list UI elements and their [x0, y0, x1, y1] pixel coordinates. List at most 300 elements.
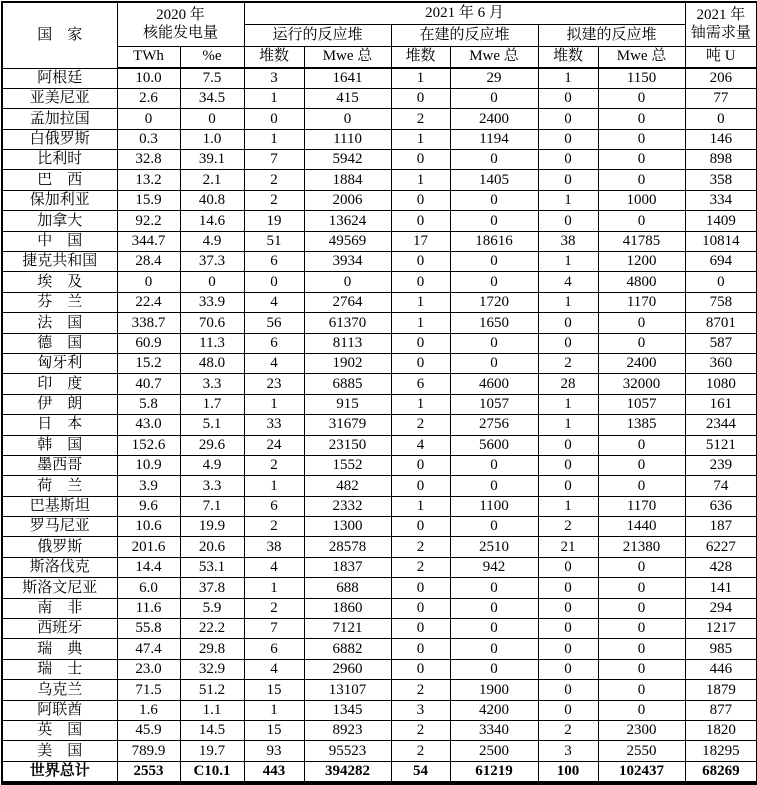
- value-cell: 21380: [598, 537, 685, 557]
- value-cell: 28: [538, 374, 598, 394]
- value-cell: 19: [244, 211, 304, 231]
- table-row: [2, 374, 757, 394]
- value-cell: 0: [538, 211, 598, 231]
- value-cell: 1000: [598, 190, 685, 210]
- table-body: [2, 68, 757, 783]
- value-cell: 2344: [685, 415, 757, 435]
- country-cell: 阿根廷: [2, 68, 117, 88]
- value-cell: 8923: [304, 721, 391, 741]
- country-cell: 白俄罗斯: [2, 129, 117, 149]
- table-row: [2, 231, 757, 251]
- value-cell: 1385: [598, 415, 685, 435]
- value-cell: 2756: [450, 415, 538, 435]
- table-row: [2, 435, 757, 455]
- header-pct-e: %e: [180, 46, 244, 68]
- value-cell: 1170: [598, 496, 685, 516]
- table-row: [2, 68, 757, 88]
- value-cell: 39.1: [180, 150, 244, 170]
- country-cell: 保加利亚: [2, 190, 117, 210]
- value-cell: 0: [180, 272, 244, 292]
- table-row: [2, 659, 757, 679]
- value-cell: 0: [598, 88, 685, 108]
- value-cell: 394282: [304, 761, 391, 782]
- value-cell: 1: [391, 394, 450, 414]
- value-cell: 0: [598, 313, 685, 333]
- value-cell: 22.4: [117, 292, 180, 312]
- value-cell: 428: [685, 557, 757, 577]
- value-cell: 10.9: [117, 455, 180, 475]
- value-cell: 13.2: [117, 170, 180, 190]
- value-cell: 6: [391, 374, 450, 394]
- table-row: [2, 313, 757, 333]
- value-cell: 0: [450, 150, 538, 170]
- value-cell: 0: [598, 680, 685, 700]
- value-cell: 7121: [304, 619, 391, 639]
- value-cell: 1837: [304, 557, 391, 577]
- value-cell: 15.9: [117, 190, 180, 210]
- value-cell: 6.0: [117, 578, 180, 598]
- table-row: [2, 680, 757, 700]
- value-cell: 45.9: [117, 721, 180, 741]
- table-row: [2, 741, 757, 761]
- value-cell: 51.2: [180, 680, 244, 700]
- value-cell: 1650: [450, 313, 538, 333]
- value-cell: 1641: [304, 68, 391, 88]
- value-cell: 1: [538, 496, 598, 516]
- value-cell: 0: [538, 150, 598, 170]
- value-cell: 6882: [304, 639, 391, 659]
- value-cell: 0: [450, 659, 538, 679]
- value-cell: 28.4: [117, 252, 180, 272]
- value-cell: 60.9: [117, 333, 180, 353]
- value-cell: 0: [538, 578, 598, 598]
- country-cell: 亚美尼亚: [2, 88, 117, 108]
- value-cell: 0: [391, 455, 450, 475]
- value-cell: 0: [391, 639, 450, 659]
- value-cell: 6: [244, 639, 304, 659]
- value-cell: 0: [450, 333, 538, 353]
- value-cell: 53.1: [180, 557, 244, 577]
- value-cell: 1: [391, 68, 450, 88]
- value-cell: 0: [391, 619, 450, 639]
- header-gen2020-line1: 2020 年: [156, 6, 205, 23]
- value-cell: 55.8: [117, 619, 180, 639]
- value-cell: 37.3: [180, 252, 244, 272]
- value-cell: 2510: [450, 537, 538, 557]
- value-cell: 18616: [450, 231, 538, 251]
- value-cell: 4.9: [180, 231, 244, 251]
- value-cell: 13624: [304, 211, 391, 231]
- value-cell: 2: [244, 598, 304, 618]
- value-cell: 2: [391, 415, 450, 435]
- value-cell: 0: [538, 435, 598, 455]
- value-cell: 294: [685, 598, 757, 618]
- value-cell: 789.9: [117, 741, 180, 761]
- value-cell: 14.6: [180, 211, 244, 231]
- header-operating-mwe: Mwe 总: [304, 46, 391, 68]
- value-cell: 77: [685, 88, 757, 108]
- country-cell: 埃 及: [2, 272, 117, 292]
- value-cell: 11.6: [117, 598, 180, 618]
- table-row: [2, 578, 757, 598]
- header-row-1: [2, 2, 757, 24]
- value-cell: 0: [538, 109, 598, 129]
- table-row: [2, 537, 757, 557]
- value-cell: 1820: [685, 721, 757, 741]
- value-cell: 0: [304, 109, 391, 129]
- value-cell: 15: [244, 721, 304, 741]
- value-cell: 694: [685, 252, 757, 272]
- value-cell: 51: [244, 231, 304, 251]
- value-cell: 1902: [304, 353, 391, 373]
- value-cell: 0: [391, 88, 450, 108]
- value-cell: 1: [391, 313, 450, 333]
- value-cell: 100: [538, 761, 598, 782]
- value-cell: 2: [538, 721, 598, 741]
- value-cell: 49569: [304, 231, 391, 251]
- value-cell: 1: [538, 394, 598, 414]
- header-gen2020-line2: 核能发电量: [143, 25, 219, 42]
- value-cell: 146: [685, 129, 757, 149]
- value-cell: 4: [391, 435, 450, 455]
- value-cell: 898: [685, 150, 757, 170]
- value-cell: 31679: [304, 415, 391, 435]
- country-cell: 日 本: [2, 415, 117, 435]
- value-cell: 70.6: [180, 313, 244, 333]
- value-cell: 0: [538, 598, 598, 618]
- value-cell: 0: [538, 129, 598, 149]
- value-cell: 0: [450, 619, 538, 639]
- country-cell: 世界总计: [2, 761, 117, 782]
- total-row: [2, 761, 757, 782]
- value-cell: 0: [598, 170, 685, 190]
- value-cell: 0: [391, 252, 450, 272]
- header-operating-units: 堆数: [244, 46, 304, 68]
- value-cell: 0: [450, 578, 538, 598]
- value-cell: 0: [450, 211, 538, 231]
- value-cell: 3.3: [180, 476, 244, 496]
- value-cell: 0: [598, 455, 685, 475]
- value-cell: 1194: [450, 129, 538, 149]
- country-cell: 德 国: [2, 333, 117, 353]
- value-cell: 0: [538, 476, 598, 496]
- value-cell: 14.5: [180, 721, 244, 741]
- value-cell: 0: [391, 517, 450, 537]
- header-uranium-line2: 铀需求量: [690, 25, 751, 42]
- value-cell: 29.6: [180, 435, 244, 455]
- value-cell: 1: [538, 415, 598, 435]
- value-cell: 1: [244, 129, 304, 149]
- value-cell: 2: [244, 170, 304, 190]
- country-cell: 瑞 典: [2, 639, 117, 659]
- value-cell: 0: [391, 476, 450, 496]
- value-cell: 40.8: [180, 190, 244, 210]
- table-row: [2, 639, 757, 659]
- value-cell: 1: [538, 190, 598, 210]
- country-cell: 孟加拉国: [2, 109, 117, 129]
- value-cell: 1300: [304, 517, 391, 537]
- value-cell: 141: [685, 578, 757, 598]
- value-cell: 2: [391, 680, 450, 700]
- country-cell: 荷 兰: [2, 476, 117, 496]
- value-cell: 1: [538, 252, 598, 272]
- value-cell: 61370: [304, 313, 391, 333]
- country-cell: 俄罗斯: [2, 537, 117, 557]
- value-cell: 0: [391, 190, 450, 210]
- table-row: [2, 190, 757, 210]
- value-cell: 92.2: [117, 211, 180, 231]
- value-cell: 0: [391, 659, 450, 679]
- value-cell: 0: [598, 598, 685, 618]
- value-cell: 3.3: [180, 374, 244, 394]
- value-cell: 0: [391, 353, 450, 373]
- value-cell: 61219: [450, 761, 538, 782]
- value-cell: 37.8: [180, 578, 244, 598]
- value-cell: 587: [685, 333, 757, 353]
- value-cell: 0: [450, 353, 538, 373]
- value-cell: 6227: [685, 537, 757, 557]
- value-cell: 0: [538, 619, 598, 639]
- value-cell: 360: [685, 353, 757, 373]
- value-cell: 23.0: [117, 659, 180, 679]
- value-cell: 0: [538, 88, 598, 108]
- value-cell: 23: [244, 374, 304, 394]
- value-cell: 4: [538, 272, 598, 292]
- value-cell: 10814: [685, 231, 757, 251]
- header-planned-units: 堆数: [538, 46, 598, 68]
- value-cell: 0: [450, 476, 538, 496]
- value-cell: 2: [391, 537, 450, 557]
- value-cell: 0: [598, 129, 685, 149]
- country-cell: 墨西哥: [2, 455, 117, 475]
- table-row: [2, 170, 757, 190]
- value-cell: 1: [244, 88, 304, 108]
- value-cell: 344.7: [117, 231, 180, 251]
- value-cell: 1057: [450, 394, 538, 414]
- table-row: [2, 88, 757, 108]
- value-cell: 4: [244, 557, 304, 577]
- value-cell: 3.9: [117, 476, 180, 496]
- country-cell: 罗马尼亚: [2, 517, 117, 537]
- value-cell: 0: [538, 170, 598, 190]
- value-cell: 1: [538, 292, 598, 312]
- value-cell: 0: [244, 109, 304, 129]
- value-cell: 1150: [598, 68, 685, 88]
- value-cell: 0: [685, 272, 757, 292]
- value-cell: 32000: [598, 374, 685, 394]
- value-cell: 206: [685, 68, 757, 88]
- value-cell: 0: [538, 659, 598, 679]
- table-row: [2, 517, 757, 537]
- value-cell: 1.1: [180, 700, 244, 720]
- country-cell: 美 国: [2, 741, 117, 761]
- value-cell: 3: [538, 741, 598, 761]
- value-cell: 19.7: [180, 741, 244, 761]
- table-row: [2, 721, 757, 741]
- value-cell: 5121: [685, 435, 757, 455]
- table-row: [2, 476, 757, 496]
- header-uranium-line1: 2021 年: [696, 6, 746, 23]
- value-cell: 0: [450, 455, 538, 475]
- value-cell: 0: [391, 598, 450, 618]
- value-cell: 4.9: [180, 455, 244, 475]
- value-cell: 1345: [304, 700, 391, 720]
- header-twh: TWh: [117, 46, 180, 68]
- value-cell: 1080: [685, 374, 757, 394]
- value-cell: 1110: [304, 129, 391, 149]
- value-cell: 102437: [598, 761, 685, 782]
- value-cell: 10.0: [117, 68, 180, 88]
- value-cell: 1552: [304, 455, 391, 475]
- value-cell: 1900: [450, 680, 538, 700]
- value-cell: 2764: [304, 292, 391, 312]
- value-cell: 338.7: [117, 313, 180, 333]
- table-row: [2, 415, 757, 435]
- table-row: [2, 598, 757, 618]
- value-cell: 2: [244, 517, 304, 537]
- value-cell: 2332: [304, 496, 391, 516]
- value-cell: 22.2: [180, 619, 244, 639]
- value-cell: 358: [685, 170, 757, 190]
- header-planned: 拟建的反应堆: [538, 24, 685, 46]
- value-cell: 0: [244, 272, 304, 292]
- value-cell: 0: [450, 190, 538, 210]
- value-cell: 5.8: [117, 394, 180, 414]
- value-cell: 688: [304, 578, 391, 598]
- value-cell: 5.1: [180, 415, 244, 435]
- value-cell: 2550: [598, 741, 685, 761]
- country-cell: 韩 国: [2, 435, 117, 455]
- value-cell: 758: [685, 292, 757, 312]
- value-cell: 9.6: [117, 496, 180, 516]
- value-cell: 2400: [450, 109, 538, 129]
- value-cell: 3340: [450, 721, 538, 741]
- table-row: [2, 557, 757, 577]
- country-cell: 瑞 士: [2, 659, 117, 679]
- table-row: [2, 129, 757, 149]
- value-cell: 0: [598, 700, 685, 720]
- country-cell: 乌克兰: [2, 680, 117, 700]
- value-cell: 29: [450, 68, 538, 88]
- value-cell: 985: [685, 639, 757, 659]
- value-cell: 0: [304, 272, 391, 292]
- value-cell: 0: [598, 211, 685, 231]
- value-cell: 2960: [304, 659, 391, 679]
- table-row: [2, 211, 757, 231]
- value-cell: 48.0: [180, 353, 244, 373]
- value-cell: 1.0: [180, 129, 244, 149]
- country-cell: 巴 西: [2, 170, 117, 190]
- value-cell: 0: [598, 476, 685, 496]
- value-cell: 34.5: [180, 88, 244, 108]
- value-cell: 0: [538, 700, 598, 720]
- value-cell: 38: [538, 231, 598, 251]
- value-cell: 1: [391, 170, 450, 190]
- value-cell: 877: [685, 700, 757, 720]
- value-cell: 1: [391, 292, 450, 312]
- header-gen2020: [117, 2, 244, 46]
- value-cell: 1405: [450, 170, 538, 190]
- value-cell: 7.5: [180, 68, 244, 88]
- value-cell: 5600: [450, 435, 538, 455]
- table-row: [2, 496, 757, 516]
- value-cell: 2300: [598, 721, 685, 741]
- value-cell: 95523: [304, 741, 391, 761]
- country-cell: 捷克共和国: [2, 252, 117, 272]
- value-cell: 1: [244, 578, 304, 598]
- value-cell: 0: [538, 313, 598, 333]
- value-cell: 2006: [304, 190, 391, 210]
- country-cell: 斯洛文尼亚: [2, 578, 117, 598]
- value-cell: 1: [391, 129, 450, 149]
- value-cell: 4200: [450, 700, 538, 720]
- value-cell: 2: [538, 517, 598, 537]
- value-cell: 0: [450, 517, 538, 537]
- value-cell: 1200: [598, 252, 685, 272]
- value-cell: 0: [180, 109, 244, 129]
- value-cell: 0: [598, 435, 685, 455]
- value-cell: 5942: [304, 150, 391, 170]
- value-cell: 4: [244, 659, 304, 679]
- value-cell: 446: [685, 659, 757, 679]
- country-cell: 匈牙利: [2, 353, 117, 373]
- value-cell: 7.1: [180, 496, 244, 516]
- value-cell: 3: [391, 700, 450, 720]
- value-cell: 187: [685, 517, 757, 537]
- header-june2021: 2021 年 6 月: [244, 2, 685, 24]
- value-cell: 1879: [685, 680, 757, 700]
- value-cell: 2553: [117, 761, 180, 782]
- value-cell: 0: [450, 252, 538, 272]
- value-cell: 0: [598, 639, 685, 659]
- header-tonnes-u: 吨 U: [685, 46, 757, 68]
- value-cell: 4: [244, 353, 304, 373]
- value-cell: 56: [244, 313, 304, 333]
- value-cell: 1: [538, 68, 598, 88]
- value-cell: 1720: [450, 292, 538, 312]
- value-cell: 14.4: [117, 557, 180, 577]
- value-cell: 1: [244, 476, 304, 496]
- country-cell: 巴基斯坦: [2, 496, 117, 516]
- table-row: [2, 700, 757, 720]
- value-cell: 23150: [304, 435, 391, 455]
- value-cell: 29.8: [180, 639, 244, 659]
- country-cell: 印 度: [2, 374, 117, 394]
- value-cell: 0.3: [117, 129, 180, 149]
- country-cell: 伊 朗: [2, 394, 117, 414]
- value-cell: 1: [244, 394, 304, 414]
- value-cell: 0: [391, 211, 450, 231]
- value-cell: 11.3: [180, 333, 244, 353]
- value-cell: 1100: [450, 496, 538, 516]
- value-cell: 0: [450, 598, 538, 618]
- value-cell: 47.4: [117, 639, 180, 659]
- value-cell: 415: [304, 88, 391, 108]
- value-cell: 1: [244, 700, 304, 720]
- value-cell: 942: [450, 557, 538, 577]
- value-cell: 40.7: [117, 374, 180, 394]
- value-cell: 1: [391, 496, 450, 516]
- value-cell: 0: [391, 333, 450, 353]
- value-cell: 1884: [304, 170, 391, 190]
- value-cell: 636: [685, 496, 757, 516]
- value-cell: 3: [244, 68, 304, 88]
- value-cell: 41785: [598, 231, 685, 251]
- value-cell: 0: [598, 659, 685, 679]
- value-cell: 2: [244, 190, 304, 210]
- value-cell: 0: [685, 109, 757, 129]
- header-operating: 运行的反应堆: [244, 24, 391, 46]
